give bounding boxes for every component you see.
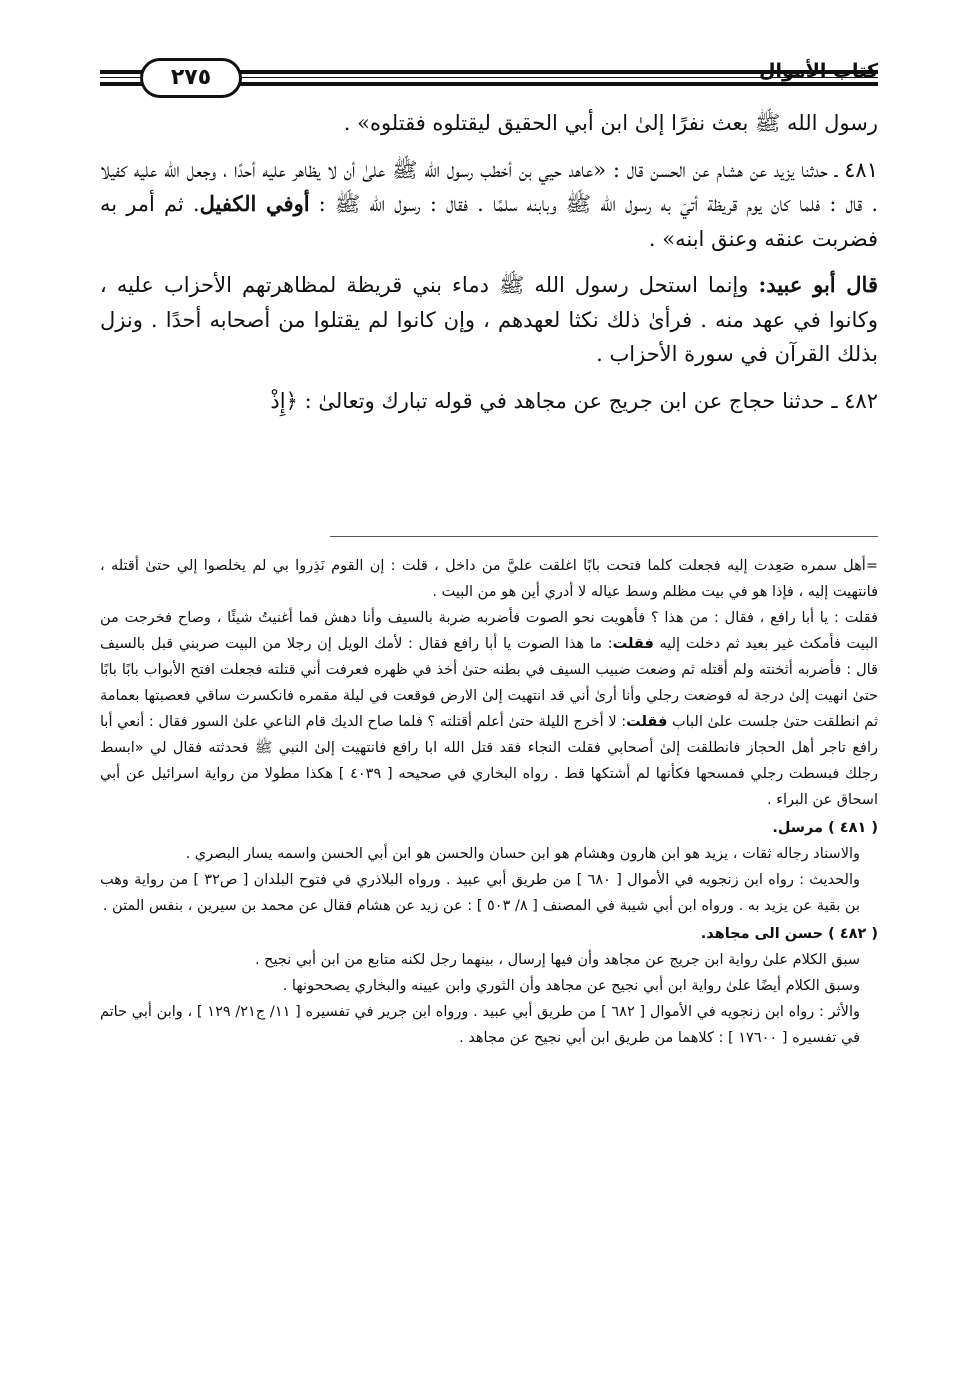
footnote-text: : ما هذا الصوت يا أبا رافع فقال : لأمك الويل إن رجلا من البيت صربني قبل بالسيف قال : فأضربه أثخنته ولم أقتله ثم وضعت ضبيب السيف في بطنه حتىٰ أخذ في ظهره فعرفت أني قتلته فجعلت افتح الأبواب بابًا بابًا حتىٰ انهيت إلىٰ درجة له فوضعت رجلي وأنا أرىٰ أني قد انتهيت إلىٰ الارض فوقعت في ليلة مقمره فانكسرت ساقي فعصبتها بعمامة ثم انطلقت حتىٰ جلست علىٰ الباب bbox=[100, 636, 878, 730]
footnote-482-b: وسبق الكلام أيضًا علىٰ رواية ابن أبي نجيح عن مجاهد وأن الثوري وابن عيينه والبخاري يصححونها . bbox=[282, 978, 860, 994]
footnote-divider bbox=[330, 536, 878, 537]
footnote-heading-481: ( ٤٨١ ) مرسل. bbox=[772, 820, 878, 836]
narration-481-emphasis: أوفي الكفيل bbox=[199, 191, 310, 216]
abu-ubaid-text: وإنما استحل رسول الله ﷺ دماء بني قريظة لمظاهرتهم الأحزاب عليه ، وكانوا في عهد منه . فرأىٰ ذلك نكثا لعهدهم ، وإن كانوا لم يقتلوا من أصحابه أحدًا . ونزل بذلك القرآن في سورة الأحزاب . bbox=[100, 273, 878, 366]
footnote-emphasis: فقلت bbox=[612, 636, 654, 652]
footnote-482-c: والأثر : رواه ابن زنجويه في الأموال [ ٦٨٢ ] من طريق أبي عبيد . ورواه ابن جرير في تفسيره [ ١١/ ج٢١/ ١٢٩ ] ، وابن أبي حاتم في تفسيره [ ١٧٦٠٠ ] : كلاهما من طريق ابن أبي نجيح عن مجاهد . bbox=[100, 1004, 860, 1046]
footnote-text: فقلت : يا أبا رافع ، فقال : من هذا ؟ فأهويت نحو الصوت فأضربه ضربة بالسيف وأنا دهش فما أغنيتُ شيئًا ، وصاح فخرجت من البيت فأمكث غير بعيد ثم دخلت إليه bbox=[100, 610, 878, 652]
abu-ubaid-label: قال أبو عبيد: bbox=[758, 272, 878, 297]
footnote-heading-482: ( ٤٨٢ ) حسن الى مجاهد. bbox=[700, 926, 878, 942]
footnote-481-hadith: والحديث : رواه ابن زنجويه في الأموال [ ٦٨٠ ] من طريق أبي عبيد . ورواه البلاذري في فتوح البلدان [ ص٣٢ ] من رواية وهب بن بقية عن يزيد به . ورواه ابن أبي شيبة في المصنف [ ٨/ ٥٠٣ ] : عن زيد عن هشام فقال عن محمد بن سيرين ، بنفس المتن . bbox=[100, 872, 860, 914]
footnote-continuation-1: =أهل سمره صَعِدت إليه فجعلت كلما فتحت بابًا اغلقت عليَّ من داخل ، قلت : إن القوم نَذِروا بي لم يخلصوا إلي حتىٰ أقتله ، فانتهيت إليه ، فإذا هو في بيت مظلم وسط عياله لا أدري أين هو من البيت . bbox=[100, 558, 878, 600]
footnotes bbox=[100, 553, 878, 1051]
abu-ubaid-comment bbox=[100, 268, 878, 372]
footnote-text: : لا أخرج الليلة حتىٰ أعلم أقتلته ؟ فلما صاح الديك قام الناعي علىٰ السور فقال : أنعي أبا رافع تاجر أهل الحجاز فانطلقت إلىٰ أصحابي فقلت النجاء فقد قتل الله ابا رافع فانتهيت إلىٰ النبي ﷺ فحدثته فقال لي «ابسط رجلك فبسطت رجلي فمسحها فكأنها لم أشتكها قط . رواه البخاري في صحيحه [ ٤٠٣٩ ] هكذا مطولا من رواية اسرائيل عن أبي اسحاق عن البراء . bbox=[100, 714, 878, 808]
narration-481-lead: ٤٨١ ـ حدثنا يزيد عن هشام عن الحسن قال : «عاهد حيي بن أخطب رسول الله ﷺ علىٰ أن لا يظاهر عليه أحدًا ، وجعل الله عليه كفيلا . قال : فلما كان يوم قريظة أتيَ به رسول الله ﷺ وبابنه سلمًا . فقال : رسول الله ﷺ : bbox=[100, 157, 879, 216]
main-text bbox=[100, 106, 878, 418]
narration-481 bbox=[100, 153, 878, 257]
footnote-481-isnad: والاسناد رجاله ثقات ، يزيد هو ابن هارون وهشام هو ابن حسان والحسن هو ابن أبي الحسن واسمه يسار البصري . bbox=[185, 846, 860, 862]
main-line-continuation: رسول الله ﷺ بعث نفرًا إلىٰ ابن أبي الحقيق ليقتلوه فقتلوه» . bbox=[343, 111, 878, 135]
footnote-emphasis: فقلت bbox=[626, 714, 668, 730]
narration-482: ٤٨٢ ـ حدثنا حجاج عن ابن جريج عن مجاهد في قوله تبارك وتعالىٰ : ﴿إِذْ bbox=[270, 388, 878, 413]
footnote-482-a: سبق الكلام علىٰ رواية ابن جريج عن مجاهد وأن فيها إرسال ، بينهما رجل لكنه متابع من ابن أبي نجيح . bbox=[254, 952, 860, 968]
page-number: ٢٧٥ bbox=[140, 58, 242, 98]
narration-481-tail: . ثم أمر به فضربت عنقه وعنق ابنه» . bbox=[100, 192, 878, 251]
footnote-continuation-2 bbox=[100, 605, 878, 813]
